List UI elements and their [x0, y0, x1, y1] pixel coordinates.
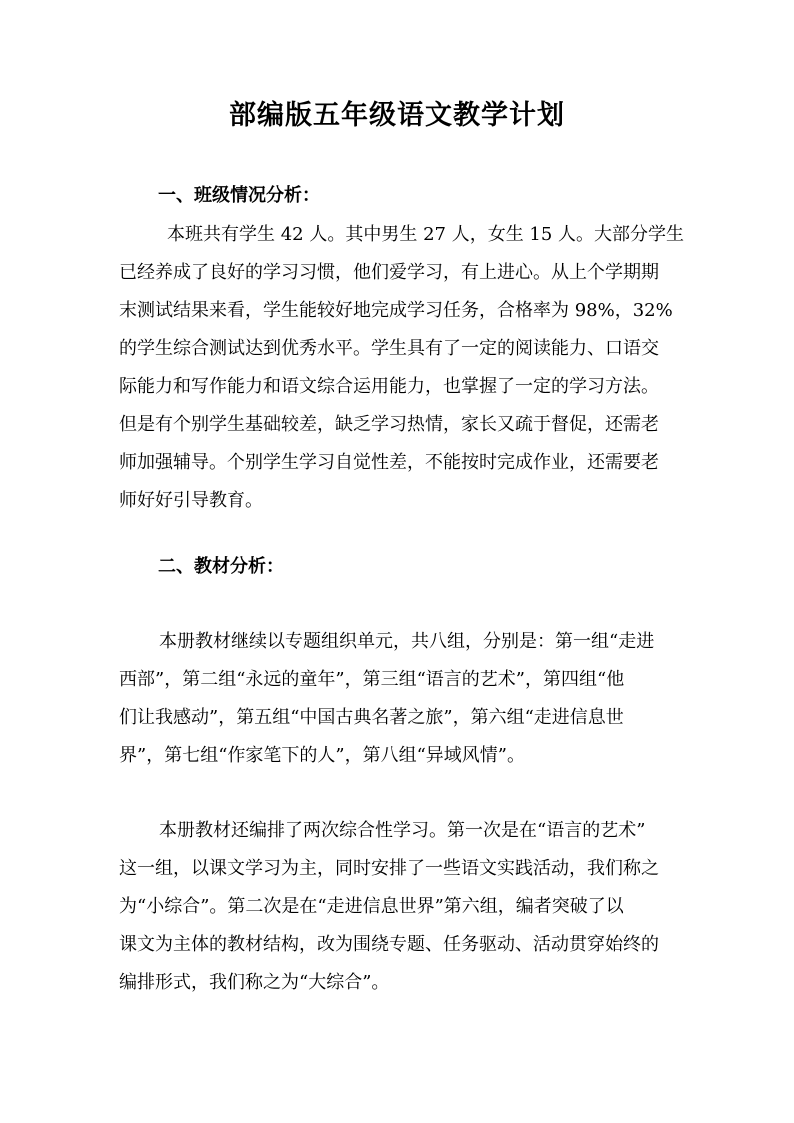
paragraph-line: 课文为主体的教材结构，改为围绕专题、任务驱动、活动贯穿始终的: [119, 934, 659, 955]
paragraph-line: 际能力和写作能力和语文综合运用能力，也掌握了一定的学习方法。: [119, 376, 659, 397]
paragraph-line: 编排形式，我们称之为“大综合”。: [119, 972, 390, 993]
section-heading-class-analysis: 一、班级情况分析：: [158, 185, 320, 206]
paragraph-line: 为“小综合”。第二次是在“走进信息世界”第六组，编者突破了以: [119, 896, 624, 917]
paragraph-line: 这一组，以课文学习为主，同时安排了一些语文实践活动，我们称之: [119, 858, 659, 879]
paragraph-line: 的学生综合测试达到优秀水平。学生具有了一定的阅读能力、口语交: [119, 338, 659, 359]
paragraph-textbook-units: [119, 623, 679, 775]
paragraph-line: 本册教材继续以专题组织单元，共八组，分别是：第一组“走进: [159, 631, 655, 652]
document-title: 部编版五年级语文教学计划: [229, 100, 565, 131]
paragraph-line: 师好好引导教育。: [119, 490, 263, 511]
paragraph-line: 本册教材还编排了两次综合性学习。第一次是在“语言的艺术”: [159, 820, 646, 841]
paragraph-comprehensive-learning: [119, 812, 679, 1002]
paragraph-line: 们让我感动”，第五组“中国古典名著之旅”，第六组“走进信息世: [119, 707, 624, 728]
section-heading-textbook-analysis: 二、教材分析：: [158, 556, 284, 577]
paragraph-line: 但是有个别学生基础较差，缺乏学习热情，家长又疏于督促，还需老: [119, 414, 659, 435]
paragraph-line: 已经养成了良好的学习习惯，他们爱学习，有上进心。从上个学期期: [119, 262, 659, 283]
paragraph-line: 师加强辅导。个别学生学习自觉性差，不能按时完成作业，还需要老: [119, 452, 659, 473]
paragraph-line: 末测试结果来看，学生能较好地完成学习任务，合格率为 98%，32%: [119, 300, 673, 321]
paragraph-line: 界”，第七组“作家笔下的人”，第八组“异域风情”。: [119, 745, 526, 766]
paragraph-line: 西部”，第二组“永远的童年”，第三组“语言的艺术”，第四组“他: [119, 669, 625, 690]
paragraph-class-analysis: [119, 216, 685, 520]
paragraph-line: 本班共有学生 42 人。其中男生 27 人，女生 15 人。大部分学生: [167, 224, 685, 245]
